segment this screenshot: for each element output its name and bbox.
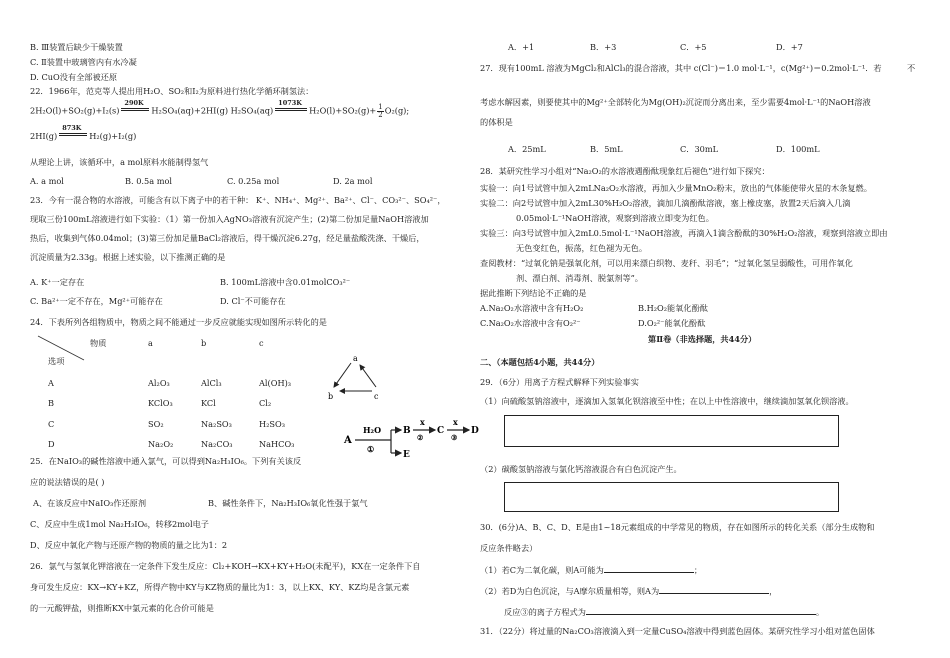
triangle-transformation-diagram <box>326 347 396 407</box>
arrow-c-to-a <box>360 365 376 387</box>
q25-option-b: B、碱性条件下，Na₂H₃IO₆氧化性强于氯气 <box>208 498 368 508</box>
q30-part-1: （1）若C为二氧化碳，则A可能为 ； <box>480 565 703 575</box>
q24-table: 物质 a b c 选项 A Al₂O₃ AlCl₃ Al(OH)₃ B KClO₃ KCl Cl₂ C SO₂ Na₂SO₃ H₂SO₃ D Na₂O₂ Na₂CO₃ NaHCO₃ <box>30 334 310 454</box>
q30-equation-blank[interactable] <box>586 606 816 615</box>
arrow-a-to-b <box>334 363 351 387</box>
q28-reference-1: 查阅教材：“过氧化钠是强氧化剂，可以用来漂白织物、麦秆、羽毛”；“过氧化氢呈弱酸性，可用作氧化 <box>480 258 853 268</box>
q25-stem-1: 25．在NaIO₃的碱性溶液中通入氯气，可以得到Na₂H₃IO₆。下列有关该反 <box>30 456 302 466</box>
q27-option-d: D．100mL <box>776 144 820 154</box>
fc-label-c: C <box>437 426 445 436</box>
eq1-middle: H₂SO₄(aq)+2HI(g) H₂SO₄(aq) <box>151 105 274 116</box>
q29-answer-box-1[interactable] <box>504 415 839 447</box>
q28-option-d: D.O₂²⁻能氧化酚酞 <box>638 318 706 328</box>
table-header-option: 选项 <box>48 356 65 366</box>
q26-stem-3: 的一元酸钾盐，则推断KX中氯元素的化合价可能是 <box>30 603 214 613</box>
q22-stem: 22．1966年，范克等人提出用H₂O、SO₂和I₂为原料进行热化学循环制氢法： <box>30 86 314 96</box>
q30-part-1-blank[interactable] <box>604 564 694 573</box>
part-2-title: 第Ⅱ卷（非选择题，共44分） <box>648 334 757 344</box>
q27-stem-1-end: 不 <box>907 63 916 73</box>
q28-option-b: B.H₂O₂能氧化酚酞 <box>638 303 708 313</box>
q23-stem-2: 现取三份100mL溶液进行如下实验：（1）第一份加入AgNO₃溶液有沉淀产生；(2)第二份加足量NaOH溶液加 <box>30 214 429 224</box>
q27-stem-2: 考虑水解因素，则要使其中的Mg²⁺全部转化为Mg(OH)₂沉淀而分离出来，至少需要4mol·L⁻¹的NaOH溶液 <box>480 97 871 107</box>
fc-step-2: ② <box>417 433 424 442</box>
q25-stem-2: 应的说法错误的是( ) <box>30 477 105 487</box>
section-2-heading: 二、（本题包括4小题，共44分） <box>480 357 600 367</box>
tri-label-c: c <box>374 392 379 401</box>
q23-stem-1: 23．今有一混合物的水溶液，可能含有以下离子中的若干种： K⁺、NH₄⁺、Mg²⁺、Ba²⁺、Cl⁻、CO₃²⁻、SO₄²⁻， <box>30 195 446 205</box>
q29-stem: 29．（6分）用离子方程式解释下列实验事实 <box>480 377 639 387</box>
q27-option-a: A．25mL <box>508 144 546 154</box>
q28-option-a: A.Na₂O₂水溶液中含有H₂O₂ <box>480 303 584 313</box>
q30-part-2-equation: 反应③的离子方程式为 。 <box>504 607 825 617</box>
q22-equation-1 <box>30 98 410 119</box>
q28-stem: 28．某研究性学习小组对“Na₂O₂的水溶液遇酚酞现象红后褪色”进行如下探究： <box>480 166 770 176</box>
q25-option-a: A、在该反应中NaIO₃作还原剂 <box>33 498 147 508</box>
q30-stem-2: 反应条件略去） <box>480 543 538 553</box>
eq3-arrow <box>59 124 87 139</box>
eq2-arrow <box>275 98 307 114</box>
q25-option-c: C、反应中生成1mol Na₂H₃IO₆，转移2mol电子 <box>30 519 209 529</box>
q26-option-b: B．+3 <box>590 42 617 52</box>
q23-option-c: C. Ba²⁺一定不存在，Mg²⁺可能存在 <box>30 296 163 306</box>
q21-option-b: B. Ⅲ装置后缺少干燥装置 <box>30 42 123 52</box>
eq1-condition-2: 1073K <box>278 98 302 107</box>
fc-x-1: x <box>420 417 425 427</box>
q28-experiment-3b: 无色变红色，振荡，红色褪为无色。 <box>516 243 648 253</box>
q22-option-b: B. 0.5a mol <box>125 176 173 186</box>
q26-option-a: A．+1 <box>508 42 535 52</box>
q21-option-c: C. Ⅱ装置中玻璃管内有水冷凝 <box>30 57 137 67</box>
q23-option-a: A. K⁺一定存在 <box>30 277 85 287</box>
q25-option-d: D、反应中氧化产物与还原产物的物质的量之比为1：2 <box>30 540 228 550</box>
fc-label-h2o: H₂O <box>363 425 382 435</box>
table-header-a: a <box>148 338 153 348</box>
q26-stem-1: 26．氯气与氢氧化钾溶液在一定条件下发生反应：Cl₂+KOH→KX+KY+H₂O(未配平)，KX在一定条件下自 <box>30 561 421 571</box>
eq1-products: H₂O(l)+SO₂(g)+ <box>309 105 377 116</box>
table-header-b: b <box>201 338 207 348</box>
q27-option-c: C．30mL <box>680 144 719 154</box>
fraction-half: $\frac{1}{2}$ <box>378 103 383 119</box>
q29-part-1: （1）向硫酸氢钠溶液中，逐滴加入氢氧化钡溶液至中性；在以上中性溶液中，继续滴加氢氧化钡溶液。 <box>480 396 854 406</box>
q31-stem: 31．（22分）将过量的Na₂CO₃溶液滴入到一定量CuSO₄溶液中得到蓝色固体。某研究性学习小组对蓝色固体 <box>480 626 875 636</box>
q28-reference-2: 剂、漂白剂、消毒剂、脱氯剂等”。 <box>516 273 643 283</box>
tri-label-a: a <box>353 354 358 363</box>
q27-option-b: B．5mL <box>590 144 623 154</box>
q29-answer-box-2[interactable] <box>504 482 839 512</box>
q22-equation-2: 2HI(g) 873K H₂(g)+I₂(g) <box>30 124 137 141</box>
q23-option-d: D. Cl⁻不可能存在 <box>220 296 286 306</box>
table-header-substance: 物质 <box>90 338 107 348</box>
fc-label-e: E <box>403 450 410 460</box>
q28-question: 据此推断下列结论不正确的是 <box>480 288 587 298</box>
eq1-o2: O₂(g); <box>384 105 410 116</box>
q28-experiment-1: 实验一：向1号试管中加入2mLNa₂O₂水溶液，再加入少量MnO₂粉末，放出的气体能使带火星的木条复燃。 <box>480 183 872 193</box>
q28-experiment-3: 实验三：向3号试管中加入2mL0.5mol·L⁻¹NaOH溶液，再滴入1滴含酚酞的30%H₂O₂溶液，观察到溶液立即由 <box>480 228 888 238</box>
q30-stem-1: 30．(6分)A、B、C、D、E是由1~18元素组成的中学常见的物质，存在如图所示的转化关系（部分生成物和 <box>480 522 875 532</box>
q22-option-c: C. 0.25a mol <box>227 176 280 186</box>
q22-option-a: A. a mol <box>30 176 64 186</box>
table-header-c: c <box>259 338 264 348</box>
q26-option-d: D．+7 <box>776 42 803 52</box>
q29-part-2: （2）碳酸氢钠溶液与氯化钙溶液混合有白色沉淀产生。 <box>480 464 682 474</box>
eq1-reactants: 2H₂O(l)+SO₂(g)+I₂(s) <box>30 105 120 116</box>
q28-experiment-2b: 0.05mol·L⁻¹NaOH溶液，观察到溶液立即变为红色。 <box>516 213 714 223</box>
q28-option-c: C.Na₂O₂水溶液中含有O₂²⁻ <box>480 318 581 328</box>
fc-step-3: ③ <box>451 433 458 442</box>
q30-part-2: （2）若D为白色沉淀，与A摩尔质量相等，则A为 ， <box>480 586 778 596</box>
q24-stem: 24．下表所列各组物质中，物质之间不能通过一步反应就能实现如图所示转化的是 <box>30 317 327 327</box>
eq1-condition: 290K <box>124 98 144 107</box>
q23-option-b: B. 100mL溶液中含0.01molCO₃²⁻ <box>220 277 351 287</box>
q30-part-2-blank[interactable] <box>659 585 769 594</box>
q28-experiment-2: 实验二：向2号试管中加入2mL30%H₂O₂溶液，滴加几滴酚酞溶液，塞上橡皮塞，放置2天后滴入几滴 <box>480 198 851 208</box>
q21-option-d: D. CuO没有全部被还原 <box>30 72 118 82</box>
fc-label-b: B <box>403 426 411 436</box>
eq1-arrow <box>121 98 149 114</box>
q27-stem-3: 的体积是 <box>480 117 513 127</box>
fc-x-2: x <box>453 417 458 427</box>
q22-option-d: D. 2a mol <box>333 176 373 186</box>
tri-label-b: b <box>328 392 334 401</box>
q26-option-c: C．+5 <box>680 42 707 52</box>
fc-label-d: D <box>471 426 479 436</box>
eq2-condition: 873K <box>62 124 82 132</box>
q22-question: 从理论上讲，该循环中，a mol原料水能制得氢气 <box>30 157 209 167</box>
q26-stem-2: 身可发生反应：KX→KY+KZ，所得产物中KY与KZ物质的量比为1：3，以上KX、KY、KZ均是含氯元素 <box>30 582 410 592</box>
q23-stem-4: 沉淀质量为2.33g。根据上述实验，以下推测正确的是 <box>30 252 226 262</box>
fc-label-a: A <box>344 435 352 446</box>
q30-flowchart <box>343 413 483 463</box>
fc-step-1: ① <box>367 444 375 454</box>
q23-stem-3: 热后，收集到气体0.04mol；(3)第三份加足量BaCl₂溶液后，得干燥沉淀6.27g，经足量盐酸洗涤、干燥后， <box>30 233 425 243</box>
q27-stem-1: 27．现有100mL 溶液为MgCl₂和AlCl₃的混合溶液，其中 c(Cl⁻)＝1.0 mol·L⁻¹，c(Mg²⁺)＝0.2mol·L⁻¹．若 <box>480 63 882 73</box>
